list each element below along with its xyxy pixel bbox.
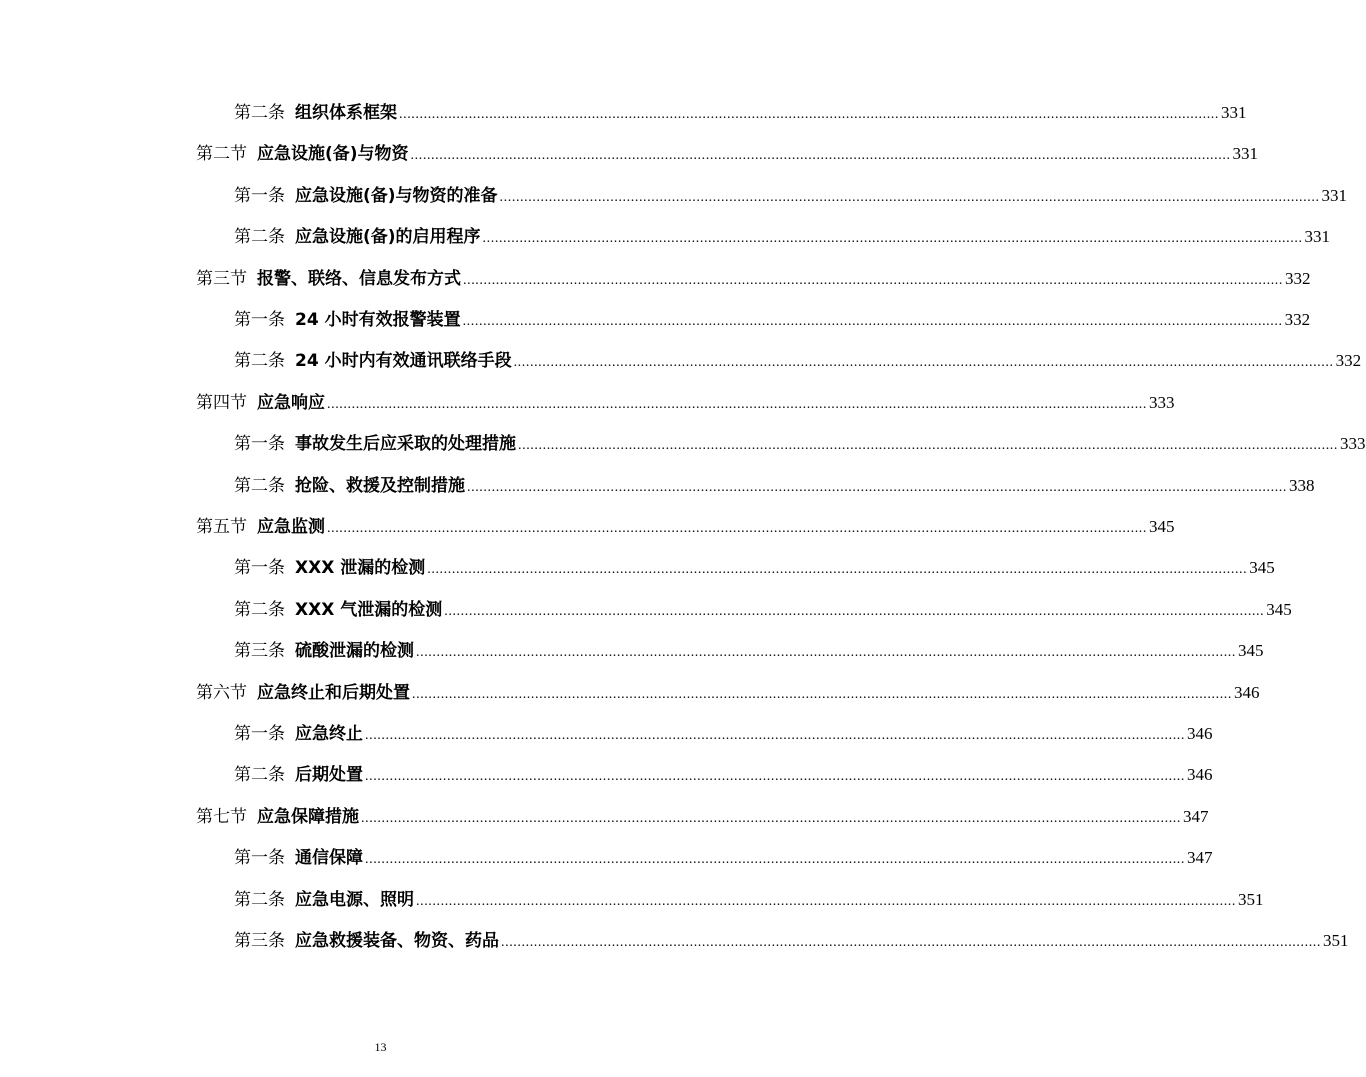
toc-dot-leader: ........................................................................................................................................................................................................ (462, 314, 1283, 329)
toc-entry-title: 应急监测 (257, 517, 325, 537)
toc-entry-page: 347 (1187, 848, 1213, 868)
toc-entry[interactable] (196, 135, 1259, 165)
toc-entry-number: 第一条 (234, 434, 285, 455)
toc-entry[interactable] (234, 881, 1264, 911)
toc-entry-number: 第二条 (234, 889, 285, 910)
toc-entry-title: XXX 气泄漏的检测 (295, 599, 443, 620)
toc-entry[interactable] (234, 301, 1311, 331)
toc-entry-number: 第一条 (234, 185, 285, 206)
toc-entry-number: 第二条 (234, 227, 285, 248)
toc-dot-leader: ........................................................................................................................................................................................................ (416, 645, 1236, 661)
toc-entry[interactable] (234, 632, 1264, 662)
toc-entry[interactable] (234, 756, 1213, 786)
toc-entry-page: 346 (1187, 765, 1213, 785)
toc-entry-title: 报警、联络、信息发布方式 (257, 268, 461, 289)
toc-entry-title: 24 小时内有效通讯联络手段 (295, 351, 512, 372)
toc-entry[interactable] (234, 342, 1362, 372)
toc-dot-leader: ........................................................................................................................................................................................................ (365, 728, 1185, 743)
toc-entry-number: 第一条 (234, 848, 285, 869)
toc-entry-page: 345 (1249, 558, 1275, 578)
toc-entry-number: 第二条 (234, 599, 285, 620)
toc-entry-page: 332 (1335, 351, 1362, 371)
toc-entry-page: 331 (1232, 144, 1259, 164)
toc-dot-leader: ........................................................................................................................................................................................................ (499, 189, 1320, 205)
toc-entry[interactable] (234, 591, 1292, 621)
toc-entry-title: XXX 泄漏的检测 (295, 558, 426, 579)
toc-entry[interactable] (196, 798, 1209, 828)
toc-entry-page: 346 (1234, 682, 1260, 702)
toc-entry-number: 第二条 (234, 765, 285, 786)
toc-dot-leader: ........................................................................................................................................................................................................ (412, 686, 1232, 702)
toc-dot-leader: ........................................................................................................................................................................................................ (518, 438, 1338, 454)
toc-entry-title: 应急响应 (257, 392, 325, 413)
toc-entry-page: 331 (1304, 227, 1331, 247)
toc-dot-leader: ........................................................................................................................................................................................................ (513, 355, 1334, 371)
toc-entry-number: 第二条 (234, 475, 285, 496)
toc-entry-page: 347 (1183, 806, 1209, 826)
toc-entry[interactable] (234, 425, 1366, 455)
toc-entry[interactable] (196, 384, 1175, 414)
toc-entry-number: 第二条 (234, 103, 285, 123)
toc-entry-page: 333 (1340, 434, 1366, 454)
toc-dot-leader: ........................................................................................................................................................................................................ (416, 893, 1236, 909)
toc-entry-number: 第三节 (196, 268, 247, 289)
toc-entry-title: 通信保障 (295, 848, 363, 869)
toc-entry[interactable] (196, 508, 1175, 538)
toc-entry-page: 333 (1149, 392, 1175, 412)
toc-entry-title: 事故发生后应采取的处理措施 (295, 434, 516, 455)
toc-dot-leader: ........................................................................................................................................................................................................ (365, 769, 1185, 785)
toc-entry-title: 应急设施(备)的启用程序 (295, 227, 481, 248)
toc-entry[interactable] (234, 549, 1275, 579)
toc-dot-leader: ........................................................................................................................................................................................................ (399, 107, 1219, 122)
toc-entry-title: 抢险、救援及控制措施 (295, 475, 465, 496)
toc-entry[interactable] (234, 94, 1247, 124)
toc-dot-leader: ........................................................................................................................................................................................................ (467, 479, 1287, 495)
toc-entry-number: 第七节 (196, 806, 247, 827)
toc-dot-leader: ........................................................................................................................................................................................................ (463, 272, 1283, 288)
toc-entry-title: 应急设施(备)与物资 (257, 144, 409, 165)
toc-entry-page: 345 (1266, 599, 1292, 619)
toc-entry[interactable] (234, 467, 1315, 497)
toc-entry-page: 331 (1221, 103, 1247, 122)
toc-entry[interactable] (196, 260, 1311, 290)
toc-entry-title: 硫酸泄漏的检测 (295, 641, 414, 662)
toc-entry-title: 24 小时有效报警装置 (295, 310, 461, 330)
toc-entry-number: 第一条 (234, 310, 285, 330)
toc-entry-number: 第五节 (196, 517, 247, 537)
toc-entry-title: 应急电源、照明 (295, 889, 414, 910)
toc-entry-title: 组织体系框架 (295, 103, 397, 123)
toc-entry-page: 345 (1238, 641, 1264, 661)
toc-entry-page: 332 (1285, 268, 1311, 288)
toc-dot-leader: ........................................................................................................................................................................................................ (444, 603, 1265, 619)
toc-dot-leader: ........................................................................................................................................................................................................ (482, 231, 1303, 247)
toc-entry-number: 第三条 (234, 641, 285, 662)
toc-entry-title: 应急救援装备、物资、药品 (295, 931, 499, 951)
toc-entry-page: 346 (1187, 724, 1213, 743)
toc-entry-page: 332 (1284, 310, 1311, 329)
toc-entry-page: 345 (1149, 517, 1175, 536)
toc-entry[interactable] (234, 218, 1331, 248)
page-number-footer: 13 (374, 1040, 387, 1054)
toc-entry-title: 应急终止和后期处置 (257, 682, 410, 703)
toc-entry-number: 第一条 (234, 724, 285, 744)
toc-entry-title: 应急终止 (295, 724, 363, 744)
toc-entry[interactable] (234, 715, 1213, 745)
toc-entry-page: 338 (1289, 475, 1315, 495)
toc-dot-leader: ........................................................................................................................................................................................................ (327, 396, 1147, 412)
toc-entry-number: 第四节 (196, 392, 247, 413)
toc-entry-title: 应急保障措施 (257, 806, 359, 827)
toc-dot-leader: ........................................................................................................................................................................................................ (365, 852, 1185, 868)
toc-entry-title: 后期处置 (295, 765, 363, 786)
toc-entry-page: 331 (1321, 185, 1348, 205)
toc-entry-number: 第一条 (234, 558, 285, 579)
toc-entry-number: 第三条 (234, 931, 285, 951)
toc-entry[interactable] (234, 922, 1349, 952)
toc-dot-leader: ........................................................................................................................................................................................................ (361, 810, 1181, 826)
toc-dot-leader: ........................................................................................................................................................................................................ (410, 148, 1231, 164)
toc-dot-leader: ........................................................................................................................................................................................................ (427, 562, 1248, 578)
toc-dot-leader: ........................................................................................................................................................................................................ (327, 521, 1147, 536)
toc-entry-page: 351 (1238, 889, 1264, 909)
toc-dot-leader: ........................................................................................................................................................................................................ (501, 935, 1321, 950)
toc-entry-page: 351 (1323, 931, 1349, 950)
toc-entry[interactable] (234, 177, 1348, 207)
toc-entry-title: 应急设施(备)与物资的准备 (295, 185, 498, 206)
toc-entry-number: 第二条 (234, 351, 285, 372)
toc-entry[interactable] (196, 674, 1260, 704)
toc-entry-number: 第六节 (196, 682, 247, 703)
toc-entry[interactable] (234, 839, 1213, 869)
toc-entry-number: 第二节 (196, 144, 247, 165)
